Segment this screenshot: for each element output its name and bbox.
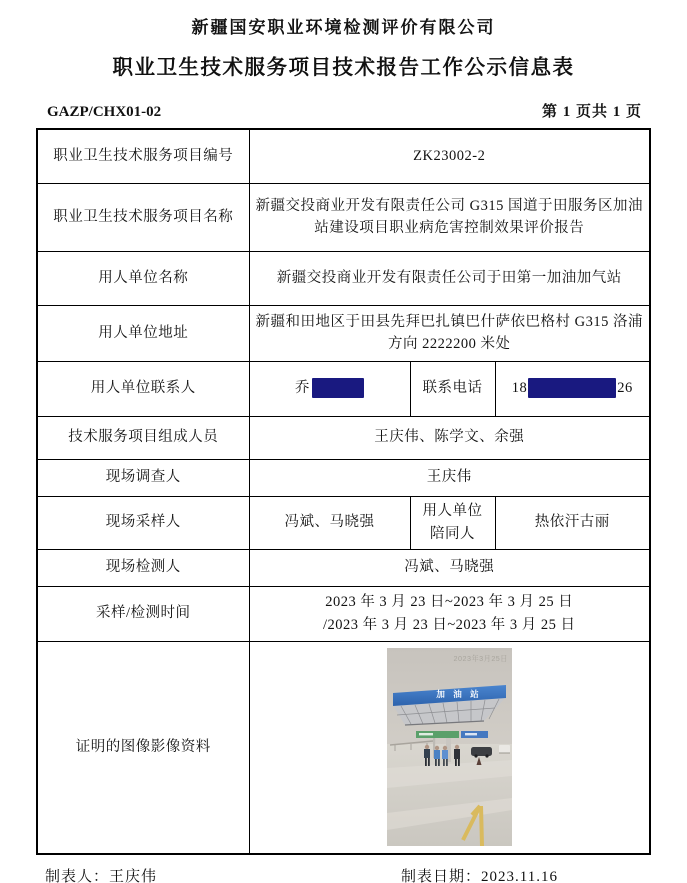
table-row <box>37 183 650 251</box>
team-value: 王庆伟、陈学文、余强 <box>249 416 650 459</box>
table-row <box>37 549 650 586</box>
dark-suv <box>471 747 492 756</box>
preparer-field <box>37 865 401 883</box>
sign-text-blur <box>465 733 477 735</box>
table-row <box>37 416 650 459</box>
table-row <box>37 305 650 361</box>
project-no-label: 职业卫生技术服务项目编号 <box>37 129 249 183</box>
table-row <box>37 496 650 549</box>
table-row <box>37 459 650 496</box>
sign-text-blur <box>419 733 433 735</box>
tester-value: 冯斌、马晓强 <box>249 549 650 586</box>
team-label: 技术服务项目组成人员 <box>37 416 249 459</box>
contact-label: 用人单位联系人 <box>37 361 249 416</box>
sampling-time-label: 采样/检测时间 <box>37 586 249 641</box>
person-leg <box>455 759 457 766</box>
sampler-value: 冯斌、马晓强 <box>249 496 410 549</box>
suv-wheel <box>474 755 477 758</box>
companion-label: 用人单位陪同人 <box>410 496 495 549</box>
employer-name-label: 用人单位名称 <box>37 251 249 305</box>
doc-code: GAZP/CHX01-02 <box>47 104 162 120</box>
date-value: 2023.11.16 <box>481 869 558 883</box>
person-body <box>442 750 448 759</box>
white-van <box>499 745 510 753</box>
sampling-time-line2: /2023 年 3 月 23 日~2023 年 3 月 25 日 <box>322 616 576 633</box>
investigator-value: 王庆伟 <box>249 459 650 496</box>
table-row <box>37 361 650 416</box>
person-head <box>455 745 459 749</box>
gas-station-photo <box>387 648 512 846</box>
station-sign-text: 加 油 站 <box>436 689 482 700</box>
person-leg <box>428 758 430 766</box>
investigator-label: 现场调查人 <box>37 459 249 496</box>
phone-label: 联系电话 <box>410 361 495 416</box>
companion-value: 热依汗古丽 <box>495 496 650 549</box>
redacted-contact-name <box>312 378 364 398</box>
sampling-time-line1: 2023 年 3 月 23 日~2023 年 3 月 25 日 <box>325 594 574 611</box>
table-row <box>37 641 650 854</box>
person-leg <box>458 759 460 766</box>
person-body <box>454 749 460 759</box>
table-row <box>37 586 650 641</box>
person-head <box>443 746 447 750</box>
photo-timestamp: 2023年3月25日 <box>453 654 508 664</box>
project-name-label: 职业卫生技术服务项目名称 <box>37 183 249 251</box>
person-body <box>424 749 430 758</box>
page-title: 职业卫生技术服务项目技术报告工作公示信息表 <box>112 57 575 79</box>
sampling-time-value <box>249 586 650 641</box>
page-number-info: 第 1 页共 1 页 <box>541 104 642 120</box>
contact-name-cell <box>249 361 410 416</box>
person-body <box>434 750 440 759</box>
redacted-phone-digits <box>528 378 616 398</box>
date-field <box>401 865 650 883</box>
footer-row <box>37 865 650 883</box>
preparer-label: 制表人： <box>45 869 110 883</box>
evidence-photo-label: 证明的图像影像资料 <box>37 641 249 854</box>
table-row <box>37 129 650 183</box>
suv-wheel <box>485 755 488 758</box>
contact-name-prefix: 乔 <box>295 380 310 397</box>
date-label: 制表日期： <box>401 869 482 883</box>
person-leg <box>438 759 440 766</box>
employer-name-value: 新疆交投商业开发有限责任公司于田第一加油加气站 <box>249 251 650 305</box>
table-row <box>37 251 650 305</box>
person-leg <box>446 759 448 766</box>
company-title: 新疆国安职业环境检测评价有限公司 <box>191 18 496 37</box>
project-no-value: ZK23002-2 <box>249 129 650 183</box>
person-head <box>425 745 429 749</box>
doc-code-row <box>37 100 650 121</box>
phone-suffix: 26 <box>617 380 633 397</box>
project-name-value: 新疆交投商业开发有限责任公司 G315 国道于田服务区加油站建设项目职业病危害控制效果评价报告 <box>249 183 650 251</box>
person-leg <box>435 759 437 766</box>
sampler-label: 现场采样人 <box>37 496 249 549</box>
employer-address-label: 用人单位地址 <box>37 305 249 361</box>
tester-label: 现场检测人 <box>37 549 249 586</box>
preparer-name: 王庆伟 <box>109 869 158 883</box>
person-leg <box>425 758 427 766</box>
employer-address-value: 新疆和田地区于田县先拜巴扎镇巴什萨依巴格村 G315 洛浦方向 2222200 米处 <box>249 305 650 361</box>
info-table <box>36 128 651 855</box>
evidence-photo-cell <box>249 641 650 854</box>
person-head <box>435 746 439 750</box>
phone-value-cell <box>495 361 650 416</box>
phone-prefix: 18 <box>511 380 528 397</box>
person-leg <box>443 759 445 766</box>
